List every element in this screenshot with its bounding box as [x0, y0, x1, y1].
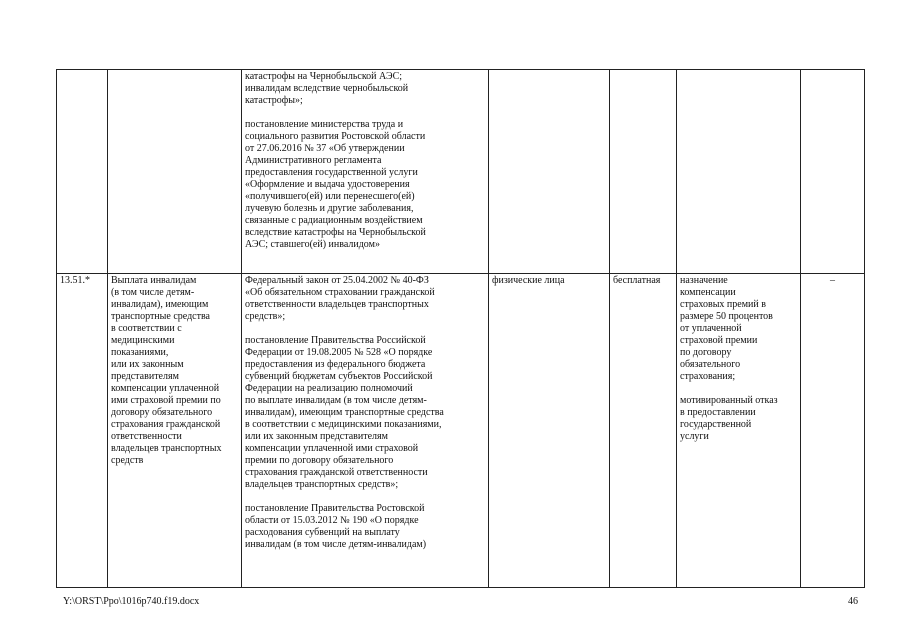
text-line: Административного регламента — [245, 155, 382, 166]
text-line: страховой премии — [680, 335, 758, 346]
text-line: АЭС; ставшего(ей) инвалидом» — [245, 239, 380, 250]
text-line: средств»; — [245, 311, 286, 322]
text-line: инвалидам), имеющим — [111, 299, 209, 310]
text-line: инвалидам вследствие чернобыльской — [245, 83, 409, 94]
text-line: социального развития Ростовской области — [245, 131, 426, 142]
text-line: связанные с радиационным воздействием — [245, 215, 423, 226]
text-line: страхования гражданской — [111, 419, 221, 430]
cell-result — [677, 70, 801, 274]
text-line: Выплата инвалидам — [111, 275, 197, 286]
text-line: инвалидам (в том числе детям-инвалидам) — [245, 539, 427, 550]
text-line: в предоставлении — [680, 407, 756, 418]
cell-legal-basis — [242, 70, 489, 274]
text-line: «получившего(ей) или перенесшего(ей) — [245, 191, 415, 202]
text-line: владельцев транспортных средств»; — [245, 479, 399, 490]
text-line: области от 15.03.2012 № 190 «О порядке — [245, 515, 419, 526]
text-line: услуги — [680, 431, 709, 442]
text-line: владельцев транспортных — [111, 443, 222, 454]
text-line: субвенций бюджетам субъектов Российской — [245, 371, 433, 382]
text-line: «Оформление и выдача удостоверения — [245, 179, 410, 190]
text-line: постановление Правительства Российской — [245, 335, 426, 346]
text-line — [245, 323, 485, 335]
text-line: (в том числе детям- — [111, 287, 195, 298]
text-line: или их законным представителям — [245, 431, 388, 442]
text-line: Федерации от 19.08.2005 № 528 «О порядке — [245, 347, 433, 358]
text-line: транспортные средства — [111, 311, 210, 322]
text-line: инвалидам), имеющим транспортные средства — [245, 407, 444, 418]
cell-cost — [610, 70, 677, 274]
text-line: предоставления государственной услуги — [245, 167, 418, 178]
text-line: или их законным — [111, 359, 184, 370]
text-line: ими страховой премии по — [111, 395, 221, 406]
text-line: по выплате инвалидам (в том числе детям- — [245, 395, 427, 406]
text-line: ответственности — [111, 431, 182, 442]
cell-number — [57, 70, 108, 274]
text-line: от 27.06.2016 № 37 «Об утверждении — [245, 143, 405, 154]
text-line: катастрофы на Чернобыльской АЭС; — [245, 71, 403, 82]
text-line: страхования гражданской ответственности — [245, 467, 428, 478]
text-line: представителям — [111, 371, 179, 382]
text-line: страховых премий в — [680, 299, 766, 310]
text-line: компенсации — [680, 287, 736, 298]
text-line: постановление Правительства Ростовской — [245, 503, 425, 514]
cell-service-name — [108, 274, 242, 588]
text-line: мотивированный отказ — [680, 395, 778, 406]
table-row — [57, 70, 865, 274]
text-line: назначение — [680, 275, 728, 286]
text-line: расходования субвенций на выплату — [245, 527, 400, 538]
text-line: средств — [111, 455, 144, 466]
cell-cost: бесплатная — [610, 274, 677, 588]
text-line: в соответствии с — [111, 323, 182, 334]
cell-number: 13.51.* — [57, 274, 108, 588]
text-line: лучевую болезнь и другие заболевания, — [245, 203, 414, 214]
page-number: 46 — [848, 596, 858, 607]
text-line: медицинскими — [111, 335, 175, 346]
cell-result — [677, 274, 801, 588]
services-table — [56, 69, 865, 588]
text-line: катастрофы»; — [245, 95, 303, 106]
text-line — [245, 107, 485, 119]
file-path: Y:\ORST\Ppo\1016p740.f19.docx — [63, 596, 200, 607]
cell-recipients: физические лица — [489, 274, 610, 588]
cell-extra: – — [801, 274, 865, 588]
text-line: вследствие катастрофы на Чернобыльской — [245, 227, 426, 238]
cell-service-name — [108, 70, 242, 274]
text-line: в соответствии с медицинскими показаниями, — [245, 419, 442, 430]
text-line: компенсации уплаченной — [111, 383, 220, 394]
text-line: Федеральный закон от 25.04.2002 № 40-ФЗ — [245, 275, 429, 286]
text-line: от уплаченной — [680, 323, 742, 334]
text-line: обязательного — [680, 359, 741, 370]
text-line: премии по договору обязательного — [245, 455, 394, 466]
text-line — [245, 491, 485, 503]
text-line: ответственности владельцев транспортных — [245, 299, 429, 310]
text-line: «Об обязательном страховании гражданской — [245, 287, 435, 298]
text-line: показаниями, — [111, 347, 169, 358]
text-line: страхования; — [680, 371, 736, 382]
text-line: предоставления из федерального бюджета — [245, 359, 426, 370]
text-line — [680, 383, 797, 395]
table-row — [57, 274, 865, 588]
cell-recipients — [489, 70, 610, 274]
text-line: постановление министерства труда и — [245, 119, 404, 130]
text-line: договору обязательного — [111, 407, 213, 418]
text-line: государственной — [680, 419, 752, 430]
text-line: по договору — [680, 347, 732, 358]
text-line: размере 50 процентов — [680, 311, 773, 322]
cell-extra — [801, 70, 865, 274]
text-line: компенсации уплаченной ими страховой — [245, 443, 419, 454]
text-line: Федерации на реализацию полномочий — [245, 383, 413, 394]
cell-legal-basis — [242, 274, 489, 588]
